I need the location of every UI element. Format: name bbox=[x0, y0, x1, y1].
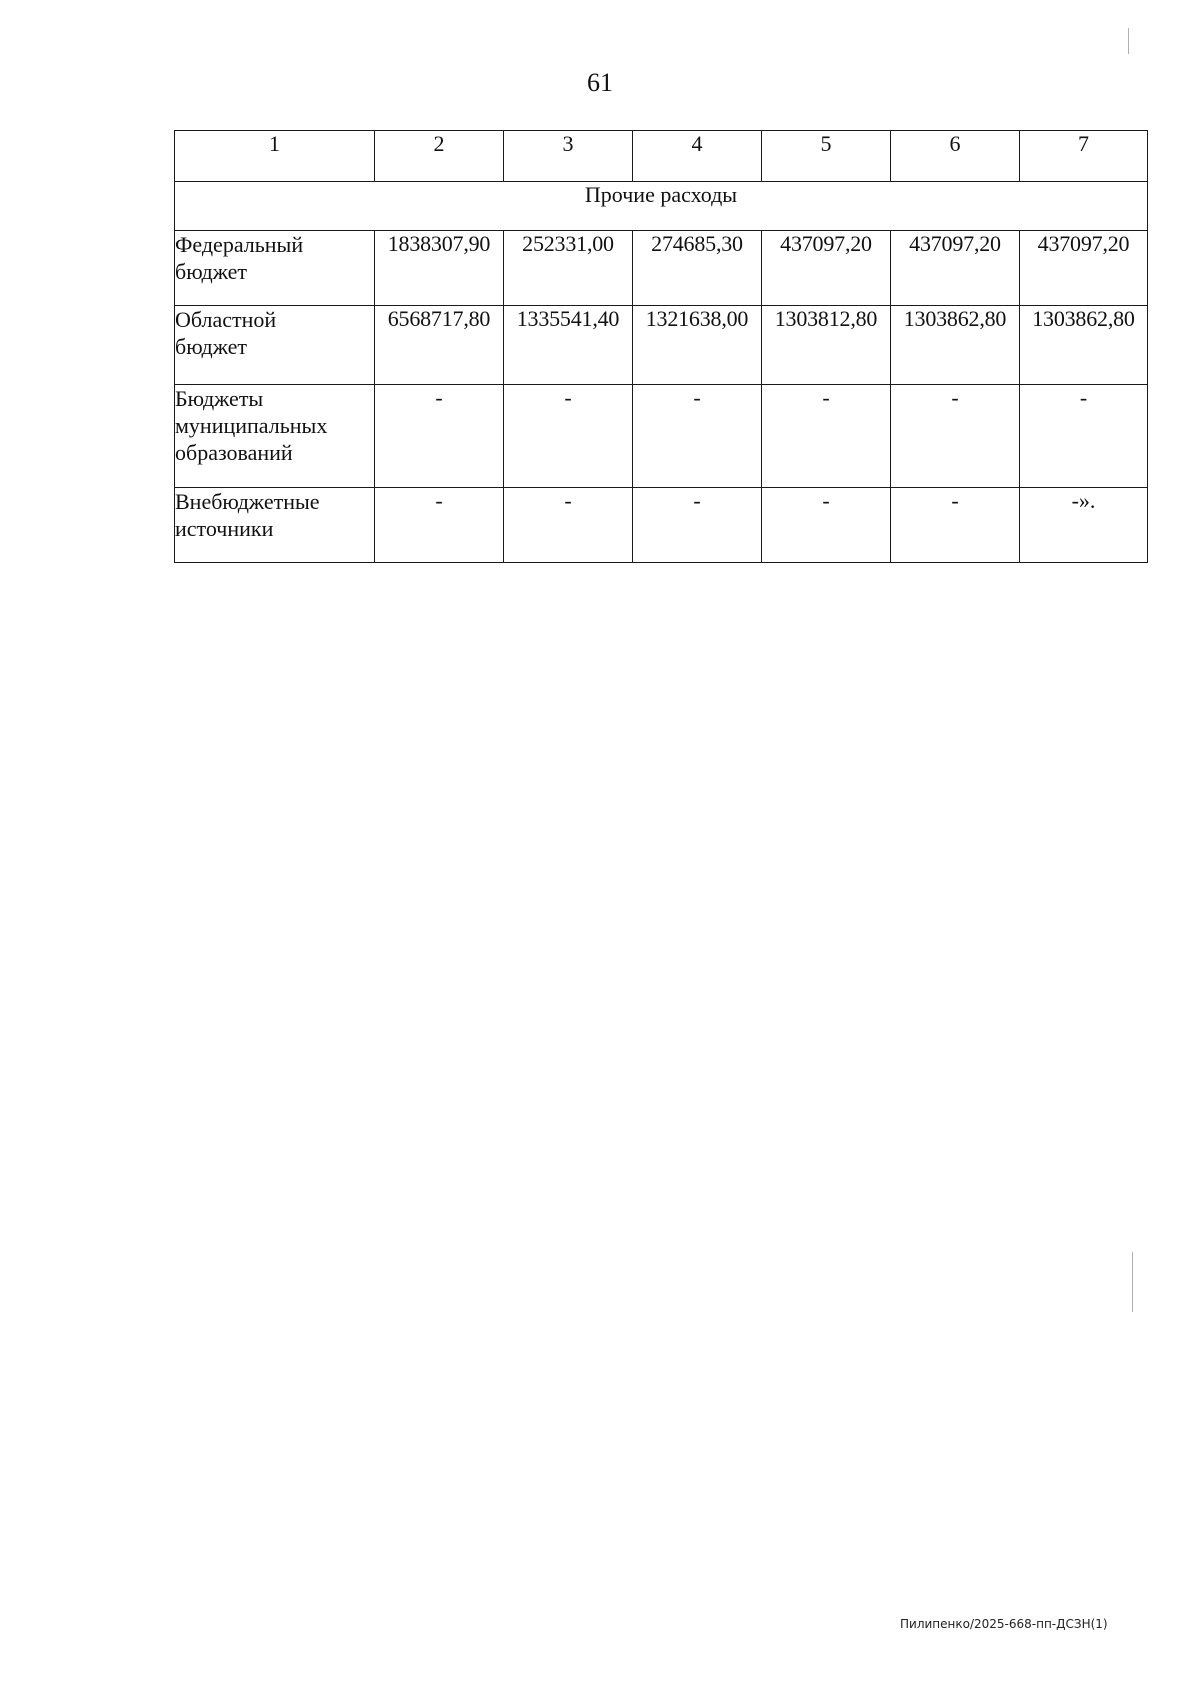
table-cell: 437097,20 bbox=[762, 231, 891, 306]
table-cell: 1335541,40 bbox=[504, 306, 633, 385]
table-cell: - bbox=[375, 385, 504, 488]
table-cell: - bbox=[375, 488, 504, 563]
column-header: 1 bbox=[175, 131, 375, 182]
row-label-line: Областной bbox=[175, 307, 277, 332]
table-row bbox=[175, 231, 1148, 306]
column-number-row bbox=[175, 131, 1148, 182]
column-header: 3 bbox=[504, 131, 633, 182]
table-cell: 1303862,80 bbox=[891, 306, 1020, 385]
section-title: Прочие расходы bbox=[175, 182, 1148, 231]
row-label-line: бюджет bbox=[175, 334, 247, 359]
scan-artifact-line bbox=[1132, 1252, 1133, 1312]
table-cell: 1303812,80 bbox=[762, 306, 891, 385]
scan-artifact-line bbox=[1128, 28, 1129, 54]
table-cell: 252331,00 bbox=[504, 231, 633, 306]
row-label-line: Федеральный bbox=[175, 232, 304, 257]
row-label bbox=[175, 488, 375, 563]
table-cell: 274685,30 bbox=[633, 231, 762, 306]
row-label-line: Бюджеты bbox=[175, 386, 264, 411]
table-cell: 1321638,00 bbox=[633, 306, 762, 385]
row-label bbox=[175, 385, 375, 488]
budget-table bbox=[174, 130, 1148, 563]
row-label-line: бюджет bbox=[175, 259, 247, 284]
table-cell: -». bbox=[1020, 488, 1148, 563]
column-header: 6 bbox=[891, 131, 1020, 182]
section-row bbox=[175, 182, 1148, 231]
column-header: 2 bbox=[375, 131, 504, 182]
page-number: 61 bbox=[587, 68, 613, 97]
table-cell: 1303862,80 bbox=[1020, 306, 1148, 385]
table-cell: 1838307,90 bbox=[375, 231, 504, 306]
row-label-line: Внебюджетные bbox=[175, 489, 320, 514]
table-cell: 437097,20 bbox=[891, 231, 1020, 306]
row-label-line: образований bbox=[175, 440, 293, 465]
table-cell: - bbox=[891, 385, 1020, 488]
table-row bbox=[175, 488, 1148, 563]
table-row bbox=[175, 306, 1148, 385]
column-header: 5 bbox=[762, 131, 891, 182]
document-reference: Пилипенко/2025-668-пп-ДСЗН(1) bbox=[900, 1617, 1108, 1631]
row-label-line: источники bbox=[175, 516, 274, 541]
table-cell: - bbox=[891, 488, 1020, 563]
table-cell: 437097,20 bbox=[1020, 231, 1148, 306]
table-row bbox=[175, 385, 1148, 488]
table-cell: - bbox=[762, 385, 891, 488]
table-cell: - bbox=[1020, 385, 1148, 488]
table-cell: - bbox=[633, 385, 762, 488]
table-cell: 6568717,80 bbox=[375, 306, 504, 385]
row-label-line: муниципальных bbox=[175, 413, 328, 438]
column-header: 7 bbox=[1020, 131, 1148, 182]
table-cell: - bbox=[633, 488, 762, 563]
row-label bbox=[175, 306, 375, 385]
row-label bbox=[175, 231, 375, 306]
table-cell: - bbox=[504, 385, 633, 488]
table-cell: - bbox=[762, 488, 891, 563]
table-cell: - bbox=[504, 488, 633, 563]
column-header: 4 bbox=[633, 131, 762, 182]
